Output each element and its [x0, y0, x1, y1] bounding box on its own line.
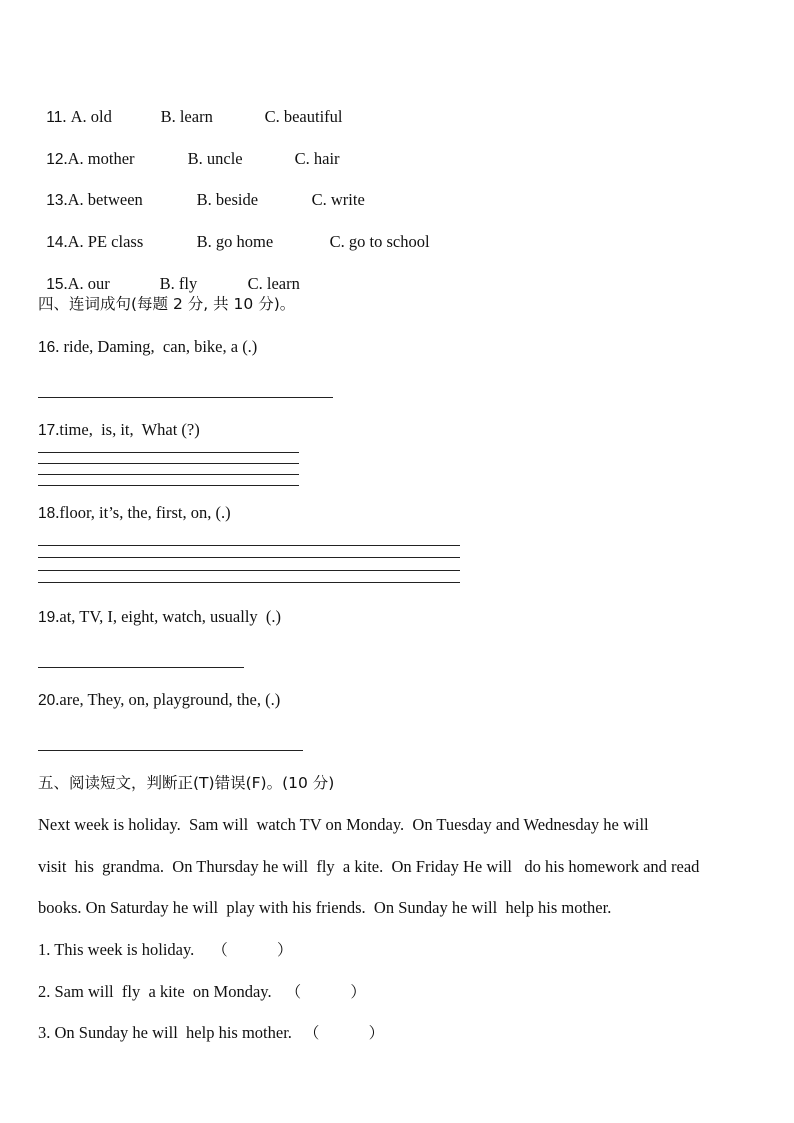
section-5-heading: 五、阅读短文，判断正(T)错误(F)。(10 分): [38, 774, 335, 792]
answer-line: [38, 750, 303, 751]
option-c: C. go to school: [329, 232, 430, 251]
option-b: B. learn: [160, 107, 213, 126]
choice-row-11: [38, 87, 343, 128]
option-a: A. old: [70, 107, 112, 126]
item-separator: .: [63, 274, 68, 293]
option-b: B. beside: [196, 190, 259, 209]
item-number: 19: [38, 609, 56, 626]
answer-line: [38, 474, 299, 475]
item-number: 15: [46, 276, 64, 293]
question-16: [38, 337, 257, 358]
question-18: [38, 503, 231, 524]
passage-line-3: books. On Saturday he will play with his friends. On Sunday he will help his mother.: [38, 898, 612, 917]
question-17: [38, 420, 200, 441]
question-text: .floor, it’s, the, first, on, (.): [55, 503, 231, 522]
option-c: C. beautiful: [264, 107, 343, 126]
answer-line: [38, 452, 299, 453]
option-b: B. go home: [196, 232, 274, 251]
item-separator: .: [63, 190, 68, 209]
answer-line: [38, 570, 460, 571]
answer-line: [38, 463, 299, 464]
option-c: C. hair: [294, 149, 340, 168]
choice-row-15: [38, 254, 300, 295]
answer-line: [38, 485, 299, 486]
choice-row-13: [38, 170, 365, 211]
item-number: 11: [46, 109, 63, 126]
option-c: C. learn: [247, 274, 300, 293]
choice-row-12: [38, 129, 340, 170]
item-separator: .: [63, 232, 68, 251]
tf-question-text: 3. On Sunday he will help his mother.: [38, 1023, 292, 1042]
choice-row-14: [38, 212, 430, 253]
question-20: [38, 690, 280, 711]
tf-question-1: [38, 940, 293, 960]
question-19: [38, 607, 281, 628]
answer-parentheses[interactable]: （ ）: [212, 941, 293, 959]
option-a: A. mother: [67, 149, 135, 168]
option-c: C. write: [311, 190, 365, 209]
item-number: 17: [38, 422, 56, 439]
answer-line: [38, 582, 460, 583]
item-number: 16: [38, 339, 56, 356]
tf-question-text: 2. Sam will fly a kite on Monday.: [38, 982, 272, 1001]
option-b: B. uncle: [187, 149, 243, 168]
question-text: . ride, Daming, can, bike, a (.): [55, 337, 258, 356]
answer-line: [38, 397, 333, 398]
passage-line-2: visit his grandma. On Thursday he will fly a kite. On Friday He will do his homework and read: [38, 857, 700, 876]
item-separator: .: [62, 107, 71, 126]
option-a: A. our: [67, 274, 110, 293]
section-4-heading: 四、连词成句(每题 2 分, 共 10 分)。: [38, 295, 296, 313]
item-number: 20: [38, 692, 56, 709]
answer-line: [38, 667, 244, 668]
tf-question-text: 1. This week is holiday.: [38, 940, 195, 959]
option-b: B. fly: [159, 274, 198, 293]
question-text: .at, TV, I, eight, watch, usually (.): [55, 607, 282, 626]
tf-question-2: [38, 982, 366, 1002]
answer-parentheses[interactable]: （ ）: [285, 983, 366, 1001]
question-text: .time, is, it, What (?): [55, 420, 200, 439]
item-number: 18: [38, 505, 56, 522]
item-number: 12: [46, 151, 64, 168]
passage-line-1: Next week is holiday. Sam will watch TV on Monday. On Tuesday and Wednesday he will: [38, 815, 649, 834]
answer-line: [38, 557, 460, 558]
item-separator: .: [63, 149, 68, 168]
option-a: A. PE class: [67, 232, 144, 251]
tf-question-3: [38, 1023, 384, 1043]
item-number: 14: [46, 234, 64, 251]
option-a: A. between: [67, 190, 143, 209]
question-text: .are, They, on, playground, the, (.): [55, 690, 281, 709]
answer-parentheses[interactable]: （ ）: [303, 1024, 385, 1042]
item-number: 13: [46, 192, 64, 209]
answer-line: [38, 545, 460, 546]
